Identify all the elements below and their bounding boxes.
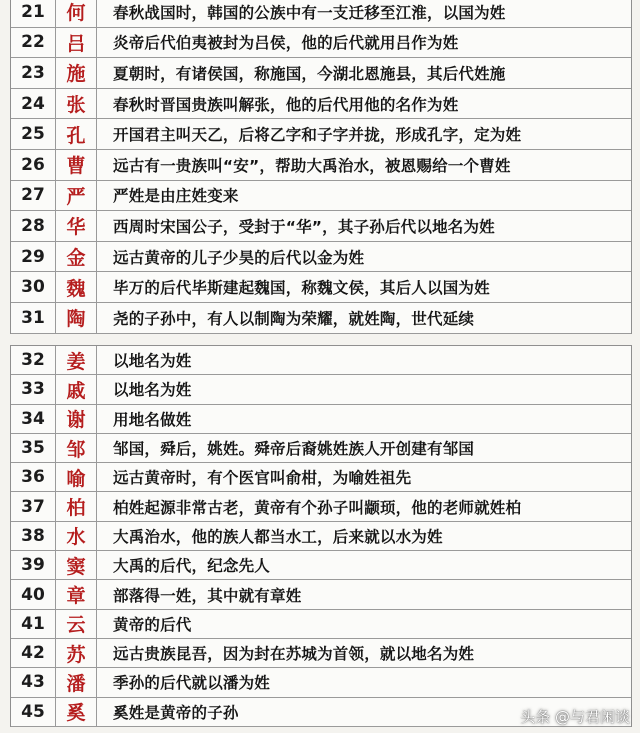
table-row	[11, 28, 631, 59]
surname-cell: 金	[55, 242, 97, 272]
origin-description: 柏姓起源非常古老，黄帝有个孙子叫颛顼，他的老师就姓柏	[113, 498, 522, 517]
table-row	[11, 272, 631, 303]
row-number: 38	[21, 525, 45, 546]
surname-cell: 姜	[55, 346, 97, 374]
origin-description: 春秋时晋国贵族叫解张，他的后代用他的名作为姓	[113, 95, 459, 114]
row-number: 23	[21, 62, 45, 83]
surname-cell: 严	[55, 181, 97, 211]
row-number: 31	[21, 307, 45, 328]
table-row	[11, 668, 631, 697]
table-row	[11, 346, 631, 375]
origin-description: 季孙的后代就以潘为姓	[113, 674, 271, 693]
origin-description: 远古有一贵族叫“安”，帮助大禹治水，被恩赐给一个曹姓	[113, 156, 511, 175]
origin-description: 西周时宋国公子，受封于“华”，其子孙后代以地名为姓	[113, 217, 495, 236]
origin-description: 严姓是由庄姓变来	[113, 187, 239, 206]
table-row	[11, 610, 631, 639]
surname-cell: 陶	[55, 303, 97, 333]
table-row	[11, 375, 631, 404]
table-row	[11, 639, 631, 668]
surname-table-part-1	[10, 0, 632, 334]
surname-cell: 窦	[55, 551, 97, 579]
surname-cell: 吕	[55, 28, 97, 58]
surname-cell: 谢	[55, 405, 97, 433]
surname-cell: 水	[55, 522, 97, 550]
origin-description: 远古黄帝时，有个医官叫俞柑，为喻姓祖先	[113, 469, 412, 488]
table-row	[11, 551, 631, 580]
surname-cell: 云	[55, 610, 97, 638]
table-row	[11, 242, 631, 273]
watermark: 头条 @与君闲谈	[520, 708, 630, 726]
surname-cell: 张	[55, 89, 97, 119]
surname-cell: 柏	[55, 492, 97, 520]
row-number: 28	[21, 215, 45, 236]
table-row	[11, 0, 631, 28]
table-row	[11, 150, 631, 181]
origin-description: 邹国，舜后，姚姓。舜帝后裔姚姓族人开创建有邹国	[113, 440, 475, 459]
row-number: 34	[21, 408, 45, 429]
row-number: 39	[21, 555, 45, 576]
origin-description: 大禹治水，他的族人都当水工，后来就以水为姓	[113, 527, 443, 546]
surname-cell: 苏	[55, 639, 97, 667]
surname-cell: 奚	[55, 698, 97, 726]
surname-cell: 华	[55, 211, 97, 241]
row-number: 41	[21, 613, 45, 634]
row-number: 21	[21, 1, 45, 22]
origin-description: 部落得一姓，其中就有章姓	[113, 586, 302, 605]
row-number: 27	[21, 185, 45, 206]
table-row	[11, 89, 631, 120]
row-number: 35	[21, 438, 45, 459]
surname-cell: 何	[55, 0, 97, 27]
origin-description: 尧的子孙中，有人以制陶为荣耀，就姓陶，世代延续	[113, 309, 475, 328]
row-number: 32	[21, 350, 45, 371]
origin-description: 远古贵族昆吾，因为封在苏城为首领，就以地名为姓	[113, 645, 475, 664]
table-row	[11, 434, 631, 463]
table-row	[11, 492, 631, 521]
table-row	[11, 211, 631, 242]
row-number: 36	[21, 467, 45, 488]
origin-description: 黄帝的后代	[113, 615, 192, 634]
row-number: 40	[21, 584, 45, 605]
surname-cell: 章	[55, 580, 97, 608]
table-row	[11, 580, 631, 609]
origin-description: 开国君主叫天乙，后将乙字和子字并拢，形成孔字，定为姓	[113, 126, 522, 145]
origin-description: 毕万的后代毕斯建起魏国，称魏文侯，其后人以国为姓	[113, 279, 490, 298]
row-number: 30	[21, 277, 45, 298]
table-row	[11, 303, 631, 334]
row-number: 26	[21, 154, 45, 175]
origin-description: 用地名做姓	[113, 410, 192, 429]
table-row	[11, 58, 631, 89]
row-number: 45	[21, 701, 45, 722]
surname-cell: 潘	[55, 668, 97, 696]
surname-cell: 喻	[55, 463, 97, 491]
origin-description: 以地名为姓	[113, 352, 192, 371]
surname-table-part-2	[10, 345, 632, 727]
surname-cell: 戚	[55, 375, 97, 403]
row-number: 24	[21, 93, 45, 114]
row-number: 29	[21, 246, 45, 267]
surname-cell: 魏	[55, 272, 97, 302]
origin-description: 远古黄帝的儿子少昊的后代以金为姓	[113, 248, 365, 267]
surname-cell: 邹	[55, 434, 97, 462]
origin-description: 大禹的后代，纪念先人	[113, 557, 271, 576]
table-row	[11, 119, 631, 150]
table-row	[11, 463, 631, 492]
origin-description: 以地名为姓	[113, 381, 192, 400]
origin-description: 奚姓是黄帝的子孙	[113, 703, 239, 722]
surname-cell: 孔	[55, 119, 97, 149]
row-number: 22	[21, 32, 45, 53]
origin-description: 炎帝后代伯夷被封为吕侯，他的后代就用吕作为姓	[113, 34, 459, 53]
table-row	[11, 405, 631, 434]
table-row	[11, 181, 631, 212]
row-number: 33	[21, 379, 45, 400]
surname-cell: 曹	[55, 150, 97, 180]
origin-description: 夏朝时，有诸侯国，称施国，今湖北恩施县，其后代姓施	[113, 64, 506, 83]
table-row	[11, 522, 631, 551]
origin-description: 春秋战国时，韩国的公族中有一支迁移至江淮，以国为姓	[113, 3, 506, 22]
row-number: 37	[21, 496, 45, 517]
row-number: 42	[21, 643, 45, 664]
row-number: 43	[21, 672, 45, 693]
row-number: 25	[21, 124, 45, 145]
surname-cell: 施	[55, 58, 97, 88]
